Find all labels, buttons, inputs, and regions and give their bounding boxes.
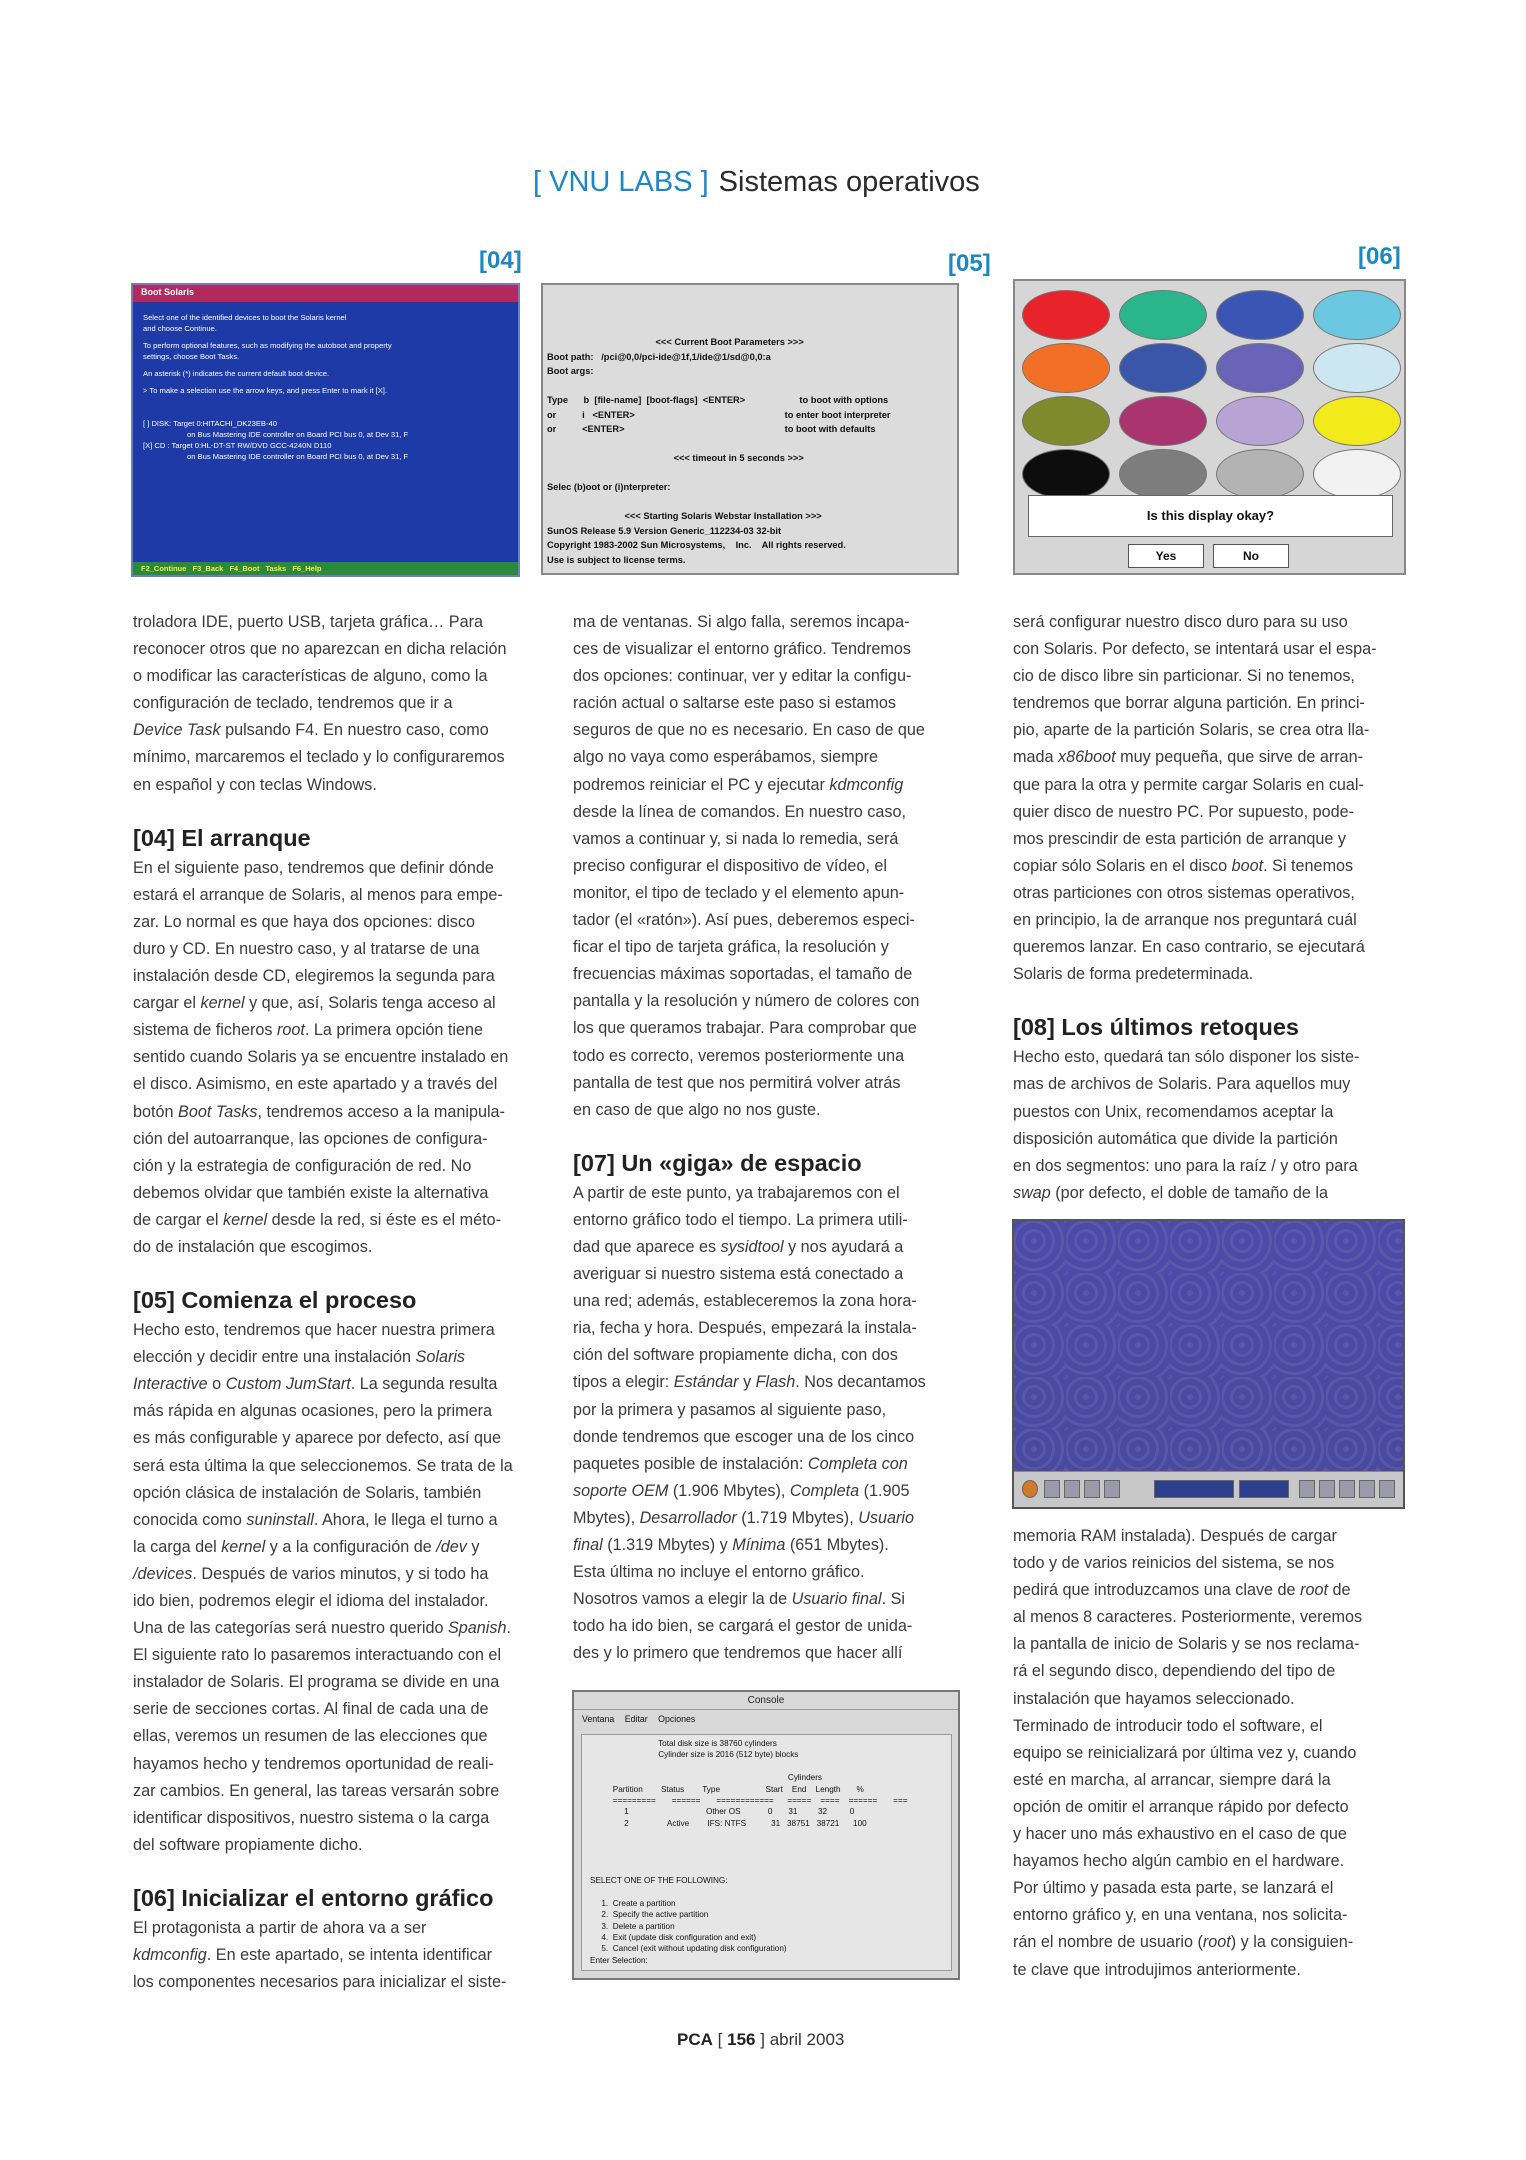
text-line: mas de archivos de Solaris. Para aquellos muy [1013, 1075, 1351, 1094]
text-line: sentido cuando Solaris ya se encuentre instalado en [133, 1048, 509, 1067]
text-line: debemos olvidar que también existe la alternativa [133, 1183, 489, 1202]
text-line: dad que aparece es [573, 1237, 721, 1256]
text-line: de [1327, 1581, 1351, 1600]
text-line: Mbytes), [573, 1508, 640, 1527]
text-line: cio de disco libre sin particionar. Si no tenemos, [1013, 667, 1355, 686]
text-italic: kernel [222, 1210, 268, 1229]
text-line: El siguiente rato lo pasaremos interactuando con el [133, 1646, 502, 1665]
s1-line: [X] CD : Target 0:HL-DT-ST RW/DVD GCC-4240N D110 [143, 441, 332, 450]
text-line: . Si tenemos [1263, 856, 1354, 875]
text-line: en dos segmentos: uno para la raíz / y otro para [1013, 1156, 1358, 1175]
text-italic: kernel [221, 1537, 266, 1556]
text-line: . Si [881, 1590, 906, 1609]
text-line: pantalla de test que nos permitirá volver atrás [573, 1073, 901, 1092]
s1-line: on Bus Mastering IDE controller on Board PCI bus 0, at Dev 31, F [187, 430, 409, 439]
boot-solaris-body [133, 302, 518, 462]
text-italic: kernel [200, 994, 245, 1013]
heading-04: [04] El arranque [133, 824, 311, 851]
display-question: Is this display okay? [1028, 495, 1393, 537]
text-line: tador (el «ratón»). Así pues, deberemos especi- [573, 911, 915, 930]
text-line: ) y la consiguien- [1230, 1933, 1354, 1952]
text-line: duro y CD. En nuestro caso, y al tratarse de una [133, 939, 480, 958]
text-line: en principio, la de arranque nos preguntará cuál [1013, 911, 1357, 930]
text-italic: /devices [133, 1564, 193, 1583]
text-line: y nos ayudará a [783, 1237, 904, 1256]
boot-solaris-function-keys: F2_Continue F3_Back F4_Boot Tasks F6_Help [133, 562, 518, 575]
text-line: o modificar las características de alguno, como la [133, 667, 488, 686]
text-italic: Completa [789, 1481, 860, 1500]
text-line: zar. Lo normal es que haya dos opciones: disco [133, 912, 475, 931]
s1-line: To perform optional features, such as modifying the autoboot and property [143, 341, 392, 350]
text-line: todo es correcto, veremos posteriormente una [573, 1046, 905, 1065]
text-line: (por defecto, el doble de tamaño de la [1050, 1183, 1328, 1202]
text-line: te clave que introdujimos anteriormente. [1013, 1960, 1301, 1979]
color-swatch-16 [1313, 449, 1401, 499]
text-line: . Después de varios minutos, y si todo ha [192, 1564, 489, 1583]
color-swatch-13 [1022, 449, 1110, 499]
text-line: pio, aparte de la partición Solaris, se crea otra lla- [1013, 721, 1370, 740]
text-line: instalador de Solaris. El programa se divide en una [133, 1673, 500, 1692]
text-line: ria, fecha y hora. Después, empezará la instala- [573, 1319, 917, 1338]
text-italic: boot [1231, 856, 1264, 875]
text-line: tipos a elegir: [573, 1373, 674, 1392]
s1-line: Select one of the identified devices to boot the Solaris kernel [143, 313, 347, 322]
heading-07: [07] Un «giga» de espacio [573, 1149, 862, 1176]
text-line: (1.319 Mbytes) y [602, 1536, 733, 1554]
text-line: la carga del [133, 1537, 222, 1556]
text-line: , tendremos acceso a la manipula- [257, 1102, 505, 1121]
panel-icon[interactable] [1299, 1480, 1315, 1498]
text-line: elección y decidir entre una instalación [133, 1348, 416, 1367]
color-swatch-8 [1313, 343, 1401, 393]
text-line: Esta última no incluye el entorno gráfico. [573, 1563, 865, 1582]
text-line: hayamos hecho algún cambio en el hardware. [1013, 1852, 1345, 1871]
text-line: (1.719 Mbytes), [736, 1508, 859, 1527]
text-line: y hacer uno más exhaustivo en el caso de que [1013, 1825, 1347, 1844]
page-number: 156 [727, 2030, 756, 2049]
text-line: instalación que hayamos seleccionado. [1013, 1689, 1295, 1708]
text-line: con Solaris. Por defecto, se intentará usar el espa- [1013, 640, 1377, 659]
text-line: Hecho esto, tendremos que hacer nuestra primera [133, 1321, 495, 1340]
text-line: opción de omitir el arranque rápido por defecto [1013, 1797, 1349, 1816]
text-italic: Custom JumStart [225, 1375, 351, 1394]
text-line: opción clásica de instalación de Solaris, también [133, 1483, 482, 1502]
text-line: . [506, 1619, 511, 1638]
color-swatch-7 [1216, 343, 1304, 393]
text-line: algo no vaya como esperábamos, siempre [573, 748, 879, 767]
text-line: . En este apartado, se intenta identificar [206, 1946, 493, 1965]
text-line: otras particiones con otros sistemas operativos, [1013, 883, 1355, 902]
text-line: seguros de que no es necesario. En caso de que [573, 721, 925, 740]
text-line: ción y la estrategia de configuración de red. No [133, 1156, 472, 1175]
display-test-screenshot [1013, 279, 1406, 575]
color-swatch-9 [1022, 396, 1110, 446]
boot-solaris-screenshot [131, 283, 520, 577]
text-line: o [207, 1375, 226, 1394]
text-line: los componentes necesarios para inicializar el siste- [133, 1973, 507, 1992]
text-line: equipo se reinicializará por última vez y, cuando [1013, 1743, 1357, 1762]
text-italic: final [573, 1536, 603, 1554]
text-line: (1.906 Mbytes), [668, 1481, 790, 1500]
text-line: los que queramos trabajar. Para comprobar que [573, 1019, 917, 1038]
text-line: pantalla y la resolución y número de colores con [573, 992, 920, 1011]
text-line: preciso configurar el dispositivo de vídeo, el [573, 856, 888, 875]
text-line: Una de las categorías será nuestro querido [133, 1619, 448, 1638]
text-line: (1.905 [859, 1481, 910, 1500]
panel-workspace[interactable] [1239, 1480, 1289, 1498]
text-line: por la primera y pasamos al siguiente paso, [573, 1400, 887, 1419]
text-line: ces de visualizar el entorno gráfico. Tendremos [573, 640, 912, 659]
desktop-wallpaper [1014, 1221, 1403, 1471]
desktop-panel [1014, 1471, 1403, 1507]
section-title: Sistemas operativos [718, 166, 980, 198]
color-swatch-10 [1119, 396, 1207, 446]
text-line: cargar el [133, 994, 201, 1013]
text-italic: Desarrollador [639, 1508, 737, 1527]
text-line: del software propiamente dicho. [133, 1835, 363, 1854]
text-line: troladora IDE, puerto USB, tarjeta gráfica… Para [133, 613, 483, 631]
panel-icon[interactable] [1044, 1480, 1060, 1498]
text-line: des y lo primero que tendremos que hacer allí [573, 1644, 903, 1663]
heading-06: [06] Inicializar el entorno gráfico [133, 1884, 494, 1911]
color-swatch-4 [1313, 290, 1401, 340]
s1-line: on Bus Mastering IDE controller on Board PCI bus 0, at Dev 31, F [187, 452, 409, 461]
s1-line: settings, choose Boot Tasks. [143, 352, 240, 361]
text-italic: swap [1013, 1183, 1051, 1202]
s1-line: and choose Continue. [143, 324, 217, 333]
panel-workspace[interactable] [1154, 1480, 1234, 1498]
magazine-name: PCA [677, 2030, 713, 2049]
console-output [581, 1734, 952, 1971]
launcher-icon[interactable] [1022, 1480, 1038, 1498]
text-line: sistema de ficheros [133, 1021, 277, 1040]
text-line: vamos a continuar y, si nada lo remedia, será [573, 829, 899, 848]
boot-solaris-title: Boot Solaris [133, 285, 518, 302]
panel-icon[interactable] [1319, 1480, 1335, 1498]
text-line: y a la configuración de [265, 1537, 437, 1556]
figure-label-05: [05] [948, 250, 991, 277]
column-3 [1013, 609, 1377, 1207]
console-text: Total disk size is 38760 cylinders Cylinder size is 2016 (512 byte) blocks Cylinders Partition Status Type Start End Length % ========= ====== ============ ===== ==== ====== === 1 Other OS 0 31 32 0 2 Active IFS: NTFS 31 38751 38721 100 SELECT ONE OF THE FOLLOWING: 1. Create a partition 2. Specify the active partition 3. Delete a partition 4. Exit (update disk configuration and exit) 5. Cancel (exit without updating disk configuration) Enter Selection: [590, 1739, 908, 1965]
no-button[interactable]: No [1213, 544, 1289, 568]
text-line: es más configurable y aparece por defecto, así que [133, 1429, 502, 1448]
text-line: puestos con Unix, recomendamos aceptar la [1013, 1102, 1334, 1121]
color-swatch-14 [1119, 449, 1207, 499]
text-italic: suninstall [246, 1510, 314, 1529]
text-italic: Completa con [807, 1454, 908, 1473]
color-swatch-11 [1216, 396, 1304, 446]
text-line: En el siguiente paso, tendremos que definir dónde [133, 858, 494, 877]
text-line: todo ha ido bien, se cargará el gestor de unida- [573, 1617, 913, 1636]
text-line: ma de ventanas. Si algo falla, seremos incapa- [573, 613, 910, 631]
text-italic: Solaris [415, 1348, 466, 1367]
text-line: . La primera opción tiene [304, 1021, 484, 1040]
panel-icon[interactable] [1104, 1480, 1120, 1498]
text-line: configuración de teclado, tendremos que ir a [133, 694, 453, 713]
panel-icon[interactable] [1359, 1480, 1375, 1498]
text-line: ficar el tipo de tarjeta gráfica, la resolución y [573, 938, 889, 957]
text-line: disposición automática que divide la partición [1013, 1129, 1338, 1148]
text-line: y [466, 1537, 480, 1556]
text-line: hayamos hecho y tendremos oportunidad de reali- [133, 1754, 494, 1773]
text-line: pulsando F4. En nuestro caso, como [220, 721, 489, 740]
column-3-continued [1013, 1523, 1362, 1984]
figure-label-04: [04] [479, 247, 522, 274]
text-line: do de instalación que escogimos. [133, 1237, 373, 1256]
text-line: ración actual o saltarse este paso si estamos [573, 694, 897, 713]
text-line: mada [1013, 748, 1058, 767]
yes-button[interactable]: Yes [1128, 544, 1204, 568]
text-italic: Mínima [732, 1536, 786, 1554]
bracket-open: [ [717, 2030, 723, 2049]
text-italic: Estándar [673, 1373, 739, 1392]
text-line: mínimo, marcaremos el teclado y lo configuraremos [133, 748, 505, 767]
text-line: desde la línea de comandos. En nuestro caso, [573, 802, 906, 821]
text-line: tendremos que borrar alguna partición. En princi- [1013, 694, 1365, 713]
text-line: Nosotros vamos a elegir la de [573, 1590, 792, 1609]
heading-05: [05] Comienza el proceso [133, 1287, 417, 1314]
console-menubar[interactable]: Ventana Editar Opciones [582, 1714, 696, 1724]
bracket-close: ] [760, 2030, 765, 2049]
text-line: botón [133, 1102, 179, 1121]
text-line: de cargar el [133, 1210, 223, 1229]
text-italic: soporte OEM [573, 1481, 669, 1500]
text-italic: Spanish [447, 1619, 507, 1638]
text-line: estará el arranque de Solaris, al menos para empe- [133, 885, 503, 904]
text-line: y [738, 1373, 756, 1392]
panel-icon[interactable] [1084, 1480, 1100, 1498]
text-line: monitor, el tipo de teclado y el elemento apun- [573, 883, 905, 902]
text-italic: root [276, 1021, 305, 1040]
text-italic: root [1300, 1581, 1328, 1600]
text-line: Terminado de introducir todo el software, el [1013, 1716, 1323, 1735]
text-line: quier disco de nuestro PC. Por supuesto, pode- [1013, 802, 1355, 821]
panel-icon[interactable] [1064, 1480, 1080, 1498]
text-line: averiguar si nuestro sistema está conectado a [573, 1265, 904, 1284]
text-line: instalación desde CD, elegiremos la segunda para [133, 967, 495, 986]
text-line: serie de secciones cortas. Al final de cada una de [133, 1700, 489, 1719]
column-1 [133, 609, 513, 1996]
text-line: conocida como [133, 1510, 247, 1529]
color-swatch-3 [1216, 290, 1304, 340]
boot-parameters-screenshot [541, 283, 959, 575]
text-line: entorno gráfico todo el tiempo. La primera utili- [573, 1210, 908, 1229]
text-italic: root [1202, 1933, 1231, 1952]
color-swatch-2 [1119, 290, 1207, 340]
text-line: será esta última la que seleccionemos. Se trata de la [133, 1456, 513, 1475]
text-italic: Usuario final [791, 1590, 882, 1609]
issue-date: abril 2003 [769, 2030, 845, 2049]
text-italic: Usuario [858, 1508, 914, 1527]
text-line: . Nos decantamos [795, 1373, 926, 1392]
console-title: Console [574, 1692, 958, 1710]
text-italic: Flash [755, 1373, 796, 1392]
text-line: desde la red, si éste es el méto- [267, 1210, 502, 1229]
column-2 [573, 609, 926, 1667]
text-line: zar cambios. En general, las tareas versarán sobre [133, 1781, 500, 1800]
s1-line: [ ] DISK: Target 0:HITACHI_DK23EB-40 [143, 419, 277, 428]
color-swatch-1 [1022, 290, 1110, 340]
text-line: pedirá que introduzcamos una clave de [1013, 1581, 1301, 1600]
text-line: (651 Mbytes). [785, 1536, 889, 1554]
text-line: Solaris de forma predeterminada. [1013, 965, 1254, 984]
text-line: Por último y pasada esta parte, se lanzará el [1013, 1879, 1334, 1898]
text-line: ción del software propiamente dicha, con dos [573, 1346, 898, 1365]
text-line: esté en marcha, al arrancar, siempre dará la [1013, 1770, 1331, 1789]
text-line: rá el segundo disco, dependiendo del tipo de [1013, 1662, 1336, 1681]
page-footer [677, 2030, 844, 2050]
text-line: ellas, veremos un resumen de las elecciones que [133, 1727, 488, 1746]
color-swatch-15 [1216, 449, 1304, 499]
text-italic: kdmconfig [829, 775, 904, 794]
heading-08: [08] Los últimos retoques [1013, 1014, 1299, 1041]
text-line: que para la otra y permite cargar Solaris en cual- [1013, 775, 1364, 794]
text-line: al menos 8 caracteres. Posteriormente, veremos [1013, 1608, 1363, 1627]
text-line: una red; además, estableceremos la zona hora- [573, 1292, 917, 1311]
text-line: muy pequeña, que sirve de arran- [1115, 748, 1364, 767]
text-line: . Ahora, le llega el turno a [313, 1510, 498, 1529]
text-line: en caso de que algo no nos guste. [573, 1100, 821, 1119]
text-line: y que, así, Solaris tenga acceso al [244, 994, 496, 1013]
figure-label-06: [06] [1358, 243, 1401, 270]
text-italic: Interactive [133, 1375, 208, 1394]
text-line: queremos lanzar. En caso contrario, se ejecutará [1013, 938, 1365, 957]
text-line: mos prescindir de esta partición de arranque y [1013, 829, 1346, 848]
text-line: El protagonista a partir de ahora va a ser [133, 1918, 427, 1937]
text-italic: /dev [436, 1537, 467, 1556]
text-line: donde tendremos que escoger una de los cinco [573, 1427, 915, 1446]
boot-parameters-text: <<< Current Boot Parameters >>> Boot path: /pci@0,0/pci-ide@1f,1/ide@1/sd@0,0:a Boot args: Type b [file-name] [boot-flags] <ENTER> to boot with options or i <ENTER> to enter boot interpreter or <ENTER> to boot with defaults <<< timeout in 5 seconds >>> Selec (b)oot or (i)nterpreter: <<< Starting Solaris Webstar Installation >>> SunOS Release 5.9 Version Generic_112234-03 32-bit Copyright 1983-2002 Sun Microsystems, Inc. All rights reserved. Use is subject to license terms. [547, 337, 891, 565]
text-line: . La segunda resulta [350, 1375, 498, 1394]
text-line: la pantalla de inicio de Solaris y se nos reclama- [1013, 1635, 1360, 1654]
text-line: todo y de varios reinicios del sistema, se nos [1013, 1554, 1335, 1573]
text-line: entorno gráfico y, en una ventana, nos solicita- [1013, 1906, 1348, 1925]
panel-icon[interactable] [1339, 1480, 1355, 1498]
text-italic: sysidtool [720, 1237, 784, 1256]
text-italic: x86boot [1058, 748, 1116, 767]
text-line: dos opciones: continuar, ver y editar la configu- [573, 667, 912, 686]
text-line: reconocer otros que no aparezcan en dicha relación [133, 640, 507, 659]
text-line: ido bien, podremos elegir el idioma del instalador. [133, 1592, 489, 1610]
text-line: en español y con teclas Windows. [133, 775, 377, 794]
text-line: copiar sólo Solaris en el disco [1013, 856, 1232, 875]
text-italic: Device Task [133, 721, 221, 740]
color-swatch-12 [1313, 396, 1401, 446]
s1-line: An asterisk (*) indicates the current default boot device. [143, 369, 330, 378]
text-line: más rápida en algunas ocasiones, pero la primera [133, 1402, 493, 1421]
console-screenshot [572, 1690, 960, 1980]
text-line: identificar dispositivos, nuestro sistema o la carga [133, 1808, 490, 1827]
text-line: paquetes posible de instalación: [573, 1454, 808, 1473]
text-italic: kdmconfig [133, 1946, 207, 1965]
text-line: memoria RAM instalada). Después de cargar [1013, 1527, 1337, 1545]
solaris-desktop-screenshot [1012, 1219, 1405, 1509]
text-line: A partir de este punto, ya trabajaremos con el [573, 1183, 900, 1202]
text-italic: Boot Tasks [178, 1102, 258, 1121]
color-swatch-5 [1022, 343, 1110, 393]
text-line: podremos reiniciar el PC y ejecutar [573, 775, 830, 794]
panel-icon[interactable] [1379, 1480, 1395, 1498]
text-line: frecuencias máximas soportadas, el tamaño de [573, 965, 913, 984]
s1-line: > To make a selection use the arrow keys, and press Enter to mark it [X]. [143, 386, 388, 395]
section-bracket: [ VNU LABS ] [533, 166, 709, 198]
page-header [533, 166, 980, 199]
text-line: será configurar nuestro disco duro para su uso [1013, 613, 1348, 631]
text-line: el disco. Asimismo, en este apartado y a través del [133, 1075, 498, 1094]
text-line: rán el nombre de usuario ( [1013, 1933, 1203, 1952]
text-line: ción del autoarranque, las opciones de configura- [133, 1129, 488, 1148]
text-line: Hecho esto, quedará tan sólo disponer los siste- [1013, 1048, 1360, 1067]
color-swatch-6 [1119, 343, 1207, 393]
